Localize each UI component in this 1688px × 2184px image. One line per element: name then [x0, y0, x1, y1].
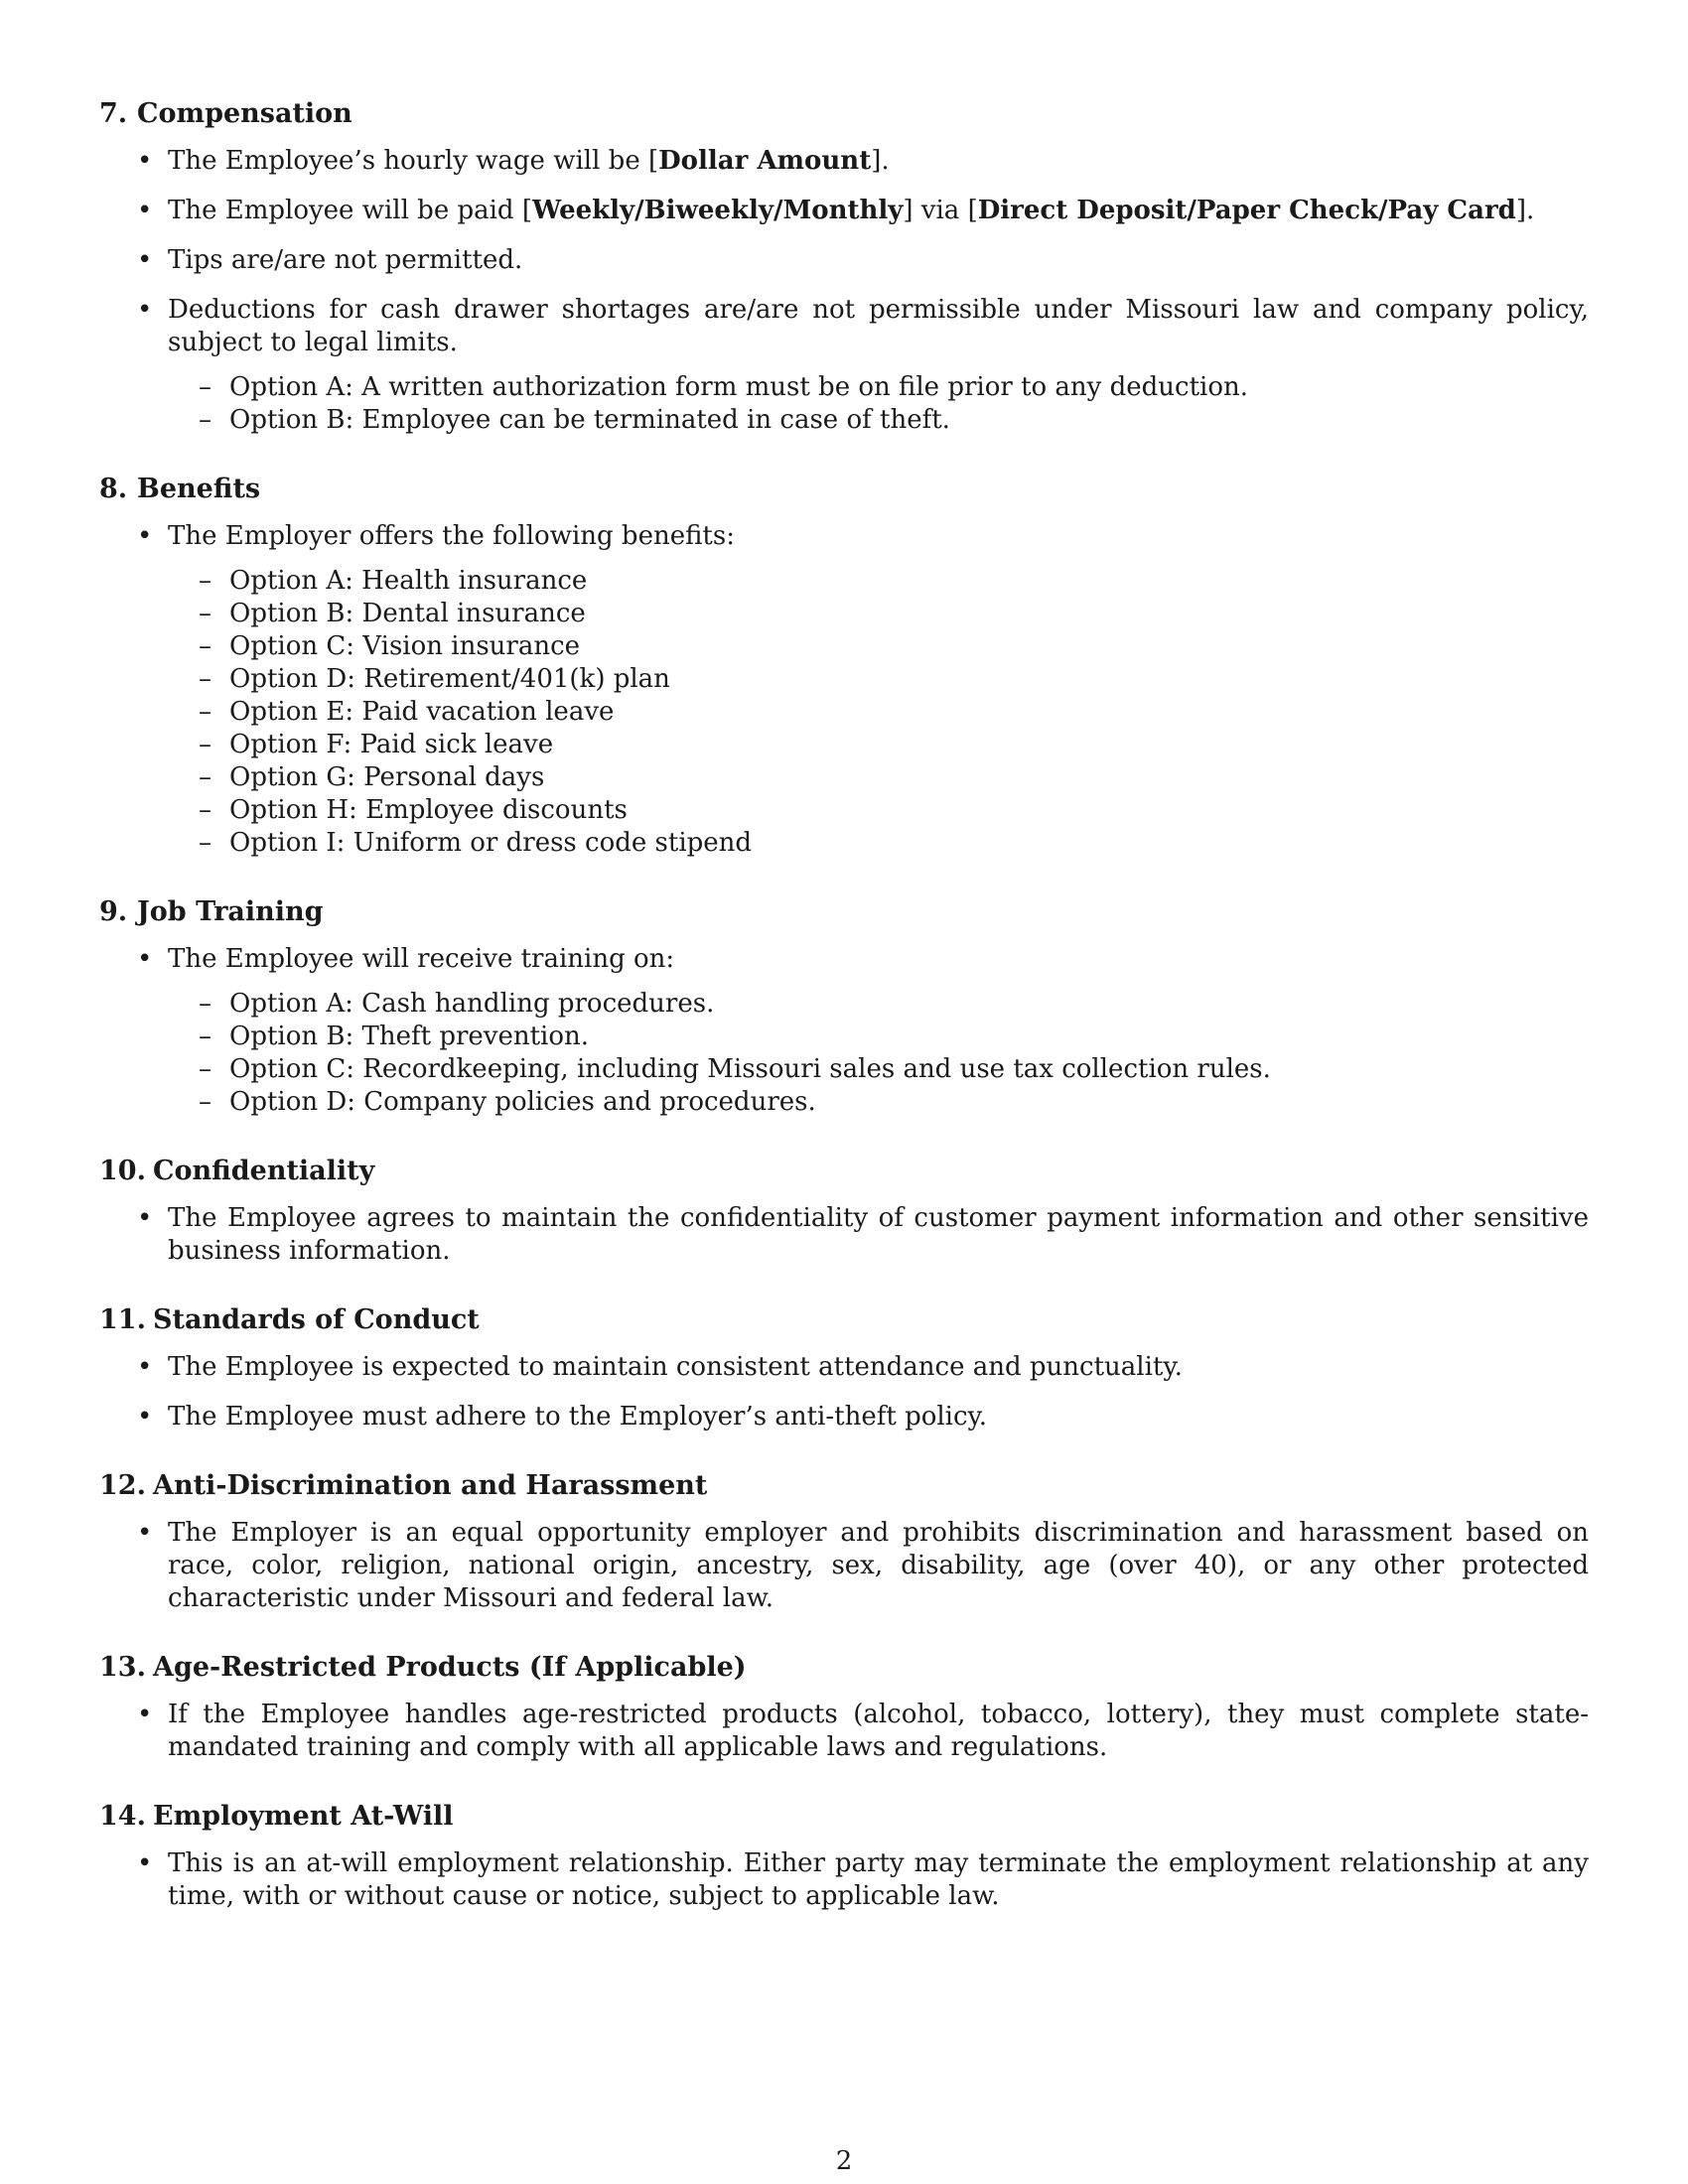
- bullet-item-age-restricted: • If the Employee handles age-restricted products (alcohol, tobacco, lottery), they must complete state-mandated training and comply with all applicable laws and regulations.: [99, 1699, 1589, 1764]
- section-number: 13.: [99, 1652, 146, 1683]
- sub-item: – Option B: Theft prevention.: [168, 1021, 1589, 1053]
- bullet-item-at-will: • This is an at-will employment relationship. Either party may terminate the employment relationship at any time, with or without cause or notice, subject to applicable law.: [99, 1847, 1589, 1913]
- section-benefits: [99, 471, 1589, 860]
- bullet-item-attendance: • The Employee is expected to maintain consistent attendance and punctuality.: [99, 1351, 1589, 1384]
- placeholder-dollar-amount: Dollar Amount: [658, 146, 872, 176]
- sub-item: – Option A: Health insurance: [168, 565, 1589, 598]
- document-body: [99, 95, 1589, 1947]
- sub-item: – Option G: Personal days: [168, 761, 1589, 794]
- bullet-list: [99, 145, 1589, 437]
- section-age-restricted-products: [99, 1649, 1589, 1764]
- section-job-training: [99, 893, 1589, 1119]
- sub-item: – Option F: Paid sick leave: [168, 729, 1589, 761]
- section-title: Age-Restricted Products (If Applicable): [153, 1652, 747, 1683]
- section-heading: [99, 1798, 1589, 1836]
- sub-item: – Option B: Employee can be terminated in case of theft.: [168, 404, 1589, 437]
- section-number: 9.: [99, 896, 128, 927]
- section-number: 8.: [99, 474, 128, 504]
- sub-list: [168, 565, 1589, 860]
- bullet-item-hourly-wage: • The Employee’s hourly wage will be [Dollar Amount].: [99, 145, 1589, 178]
- sub-item: – Option C: Vision insurance: [168, 630, 1589, 663]
- section-number: 11.: [99, 1304, 146, 1335]
- sub-item: – Option H: Employee discounts: [168, 794, 1589, 827]
- section-title: Benefits: [137, 474, 261, 504]
- bullet-item-benefits: • The Employer offers the following benefits: – Option A: Health insurance – Option B: Dental insurance – Option C: Vision insurance – Option D: Retirement/401(k) plan – Option E: Paid vacation leave – Option F: Paid sick leave – Option G: Personal days – Option H: Employee discounts – Option I: Uniform or dress code stipend: [99, 520, 1589, 860]
- sub-item: – Option A: Cash handling procedures.: [168, 988, 1589, 1021]
- section-employment-at-will: [99, 1798, 1589, 1913]
- bullet-list: [99, 1699, 1589, 1764]
- sub-item: – Option B: Dental insurance: [168, 598, 1589, 630]
- section-heading: [99, 1649, 1589, 1687]
- bullet-item-tips: • Tips are/are not permitted.: [99, 244, 1589, 277]
- sub-item: – Option E: Paid vacation leave: [168, 696, 1589, 729]
- section-number: 7.: [99, 98, 128, 129]
- sub-list: [168, 988, 1589, 1119]
- sub-item: – Option D: Retirement/401(k) plan: [168, 663, 1589, 696]
- section-title: Anti-Discrimination and Harassment: [153, 1470, 708, 1501]
- sub-list: [168, 371, 1589, 437]
- section-heading: [99, 1153, 1589, 1190]
- bullet-list: [99, 1351, 1589, 1433]
- bullet-list: [99, 520, 1589, 860]
- section-standards-of-conduct: [99, 1301, 1589, 1433]
- section-title: Job Training: [137, 896, 324, 927]
- section-number: 12.: [99, 1470, 146, 1501]
- section-confidentiality: [99, 1153, 1589, 1268]
- section-heading: [99, 95, 1589, 133]
- section-title: Confidentiality: [153, 1156, 375, 1186]
- section-heading: [99, 1301, 1589, 1339]
- section-number: 14.: [99, 1801, 146, 1832]
- sub-item: – Option C: Recordkeeping, including Missouri sales and use tax collection rules.: [168, 1053, 1589, 1086]
- section-heading: [99, 893, 1589, 931]
- sub-item: – Option A: A written authorization form must be on file prior to any deduction.: [168, 371, 1589, 404]
- placeholder-pay-frequency: Weekly/Biweekly/Monthly: [531, 196, 904, 225]
- bullet-list: [99, 943, 1589, 1119]
- section-title: Standards of Conduct: [153, 1304, 480, 1335]
- bullet-item-training: • The Employee will receive training on: – Option A: Cash handling procedures. – Option B: Theft prevention. – Option C: Recordkeeping, including Missouri sales and use tax collection rules. – Option D: Company policies and procedures.: [99, 943, 1589, 1119]
- section-title: Employment At-Will: [153, 1801, 454, 1832]
- bullet-list: [99, 1517, 1589, 1615]
- placeholder-pay-method: Direct Deposit/Paper Check/Pay Card: [977, 196, 1516, 225]
- section-heading: [99, 471, 1589, 508]
- bullet-item-pay-schedule: • The Employee will be paid [Weekly/Biweekly/Monthly] via [Direct Deposit/Paper Check/Pay Card].: [99, 195, 1589, 227]
- section-anti-discrimination: [99, 1467, 1589, 1615]
- section-title: Compensation: [137, 98, 352, 129]
- bullet-item-equal-opportunity: • The Employer is an equal opportunity employer and prohibits discrimination and harassment based on race, color, religion, national origin, ancestry, sex, disability, age (over 40), or any other protected characteristic under Missouri and federal law.: [99, 1517, 1589, 1615]
- bullet-list: [99, 1847, 1589, 1913]
- bullet-list: [99, 1202, 1589, 1268]
- section-heading: [99, 1467, 1589, 1505]
- section-number: 10.: [99, 1156, 146, 1186]
- bullet-item-anti-theft: • The Employee must adhere to the Employer’s anti-theft policy.: [99, 1401, 1589, 1433]
- page-number: 2: [835, 2146, 853, 2176]
- sub-item: – Option D: Company policies and procedures.: [168, 1086, 1589, 1119]
- sub-item: – Option I: Uniform or dress code stipend: [168, 827, 1589, 860]
- bullet-item-deductions: • Deductions for cash drawer shortages are/are not permissible under Missouri law and company policy, subject to legal limits. – Option A: A written authorization form must be on file prior to any deduction. – Option B: Employee can be terminated in case of theft.: [99, 294, 1589, 437]
- bullet-item-confidentiality: • The Employee agrees to maintain the confidentiality of customer payment information and other sensitive business information.: [99, 1202, 1589, 1268]
- section-compensation: [99, 95, 1589, 437]
